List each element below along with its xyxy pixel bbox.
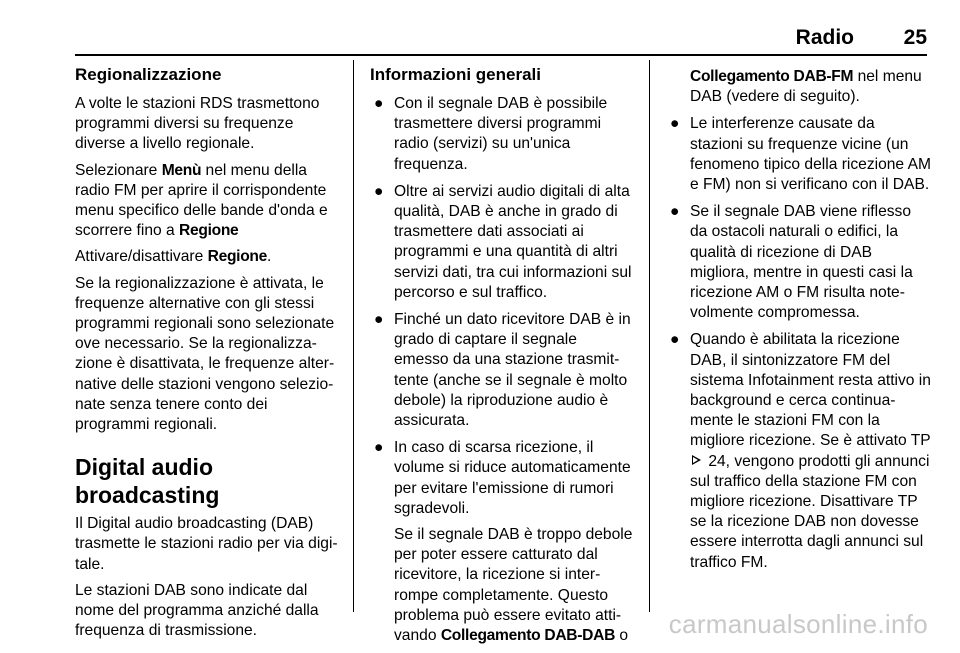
watermark: carmanualsonline.info bbox=[668, 609, 928, 639]
bullet-icon: ● bbox=[374, 311, 384, 329]
bullet-icon: ● bbox=[374, 439, 384, 457]
page-number: 25 bbox=[903, 26, 927, 49]
page-title: Radio bbox=[795, 26, 854, 49]
column-divider-2 bbox=[649, 60, 650, 612]
bullet-icon: ● bbox=[374, 95, 384, 112]
menu-term-regione: Regione bbox=[207, 248, 268, 266]
heading-informazioni-generali: Informazioni generali bbox=[370, 65, 541, 84]
heading-regionalizzazione: Regionalizzazione bbox=[75, 65, 222, 84]
column-2 bbox=[370, 64, 635, 653]
list-item-continuation: Collegamento DAB-FM nel menu DAB (vedere di seguito). bbox=[690, 68, 922, 106]
bullet-icon: ● bbox=[670, 115, 680, 133]
header-rule bbox=[75, 54, 927, 56]
list-item: ● Le interferenze causate da stazioni su frequenze vicine (un fenomeno tipico della ricezione AM e FM) non si verificano con il DAB. bbox=[670, 115, 931, 194]
paragraph: Il Digital audio broadcasting (DAB) trasmette le stazioni radio per via digitale. bbox=[75, 515, 338, 573]
list-item: ● Se il segnale DAB viene riflesso da ostacoli naturali o edifici, la qualità di ricezione di DAB migliora, mentre in questi casi la ricezione AM o FM risulta notevolmente compromessa. bbox=[670, 203, 913, 322]
paragraph: Attivare/disattivare Regione. bbox=[75, 248, 272, 266]
list-item: ● Oltre ai servizi audio digitali di alta qualità, DAB è anche in grado di trasmettere dati associati ai programmi e una quantità di altri servizi dati, tra cui informazioni sul percorso e sul traffico. bbox=[374, 182, 632, 301]
column-divider-1 bbox=[353, 60, 354, 612]
list-item: ● Quando è abilitata la ricezione DAB, il sintonizzatore FM del sistema Infotainment resta attivo in background e cerca continuamente le stazioni FM con la migliore ricezione. Se è attivato TP 24, vengono prodotti gli annunci sul traffico della stazione FM con migliore ricezione. Disattivare TP se la ricezione DAB non dovesse essere interrotta dagli annunci sul traffico FM. bbox=[670, 331, 931, 571]
paragraph: Le stazioni DAB sono indicate dal nome del programma anziché dalla frequenza di trasmissione. bbox=[75, 581, 319, 640]
list-item: ● In caso di scarsa ricezione, il volume si riduce automaticamente per evitare l'emissione di rumori sgradevoli. Se il segnale DAB è troppo debole per poter essere catturato dal ricevitore, la ricezione si interrompe completamente. Questo problema può essere evitato attivando Collegamento DAB-DAB o bbox=[374, 439, 633, 645]
paragraph: Se la regionalizzazione è attivata, le frequenze alternative con gli stessi programmi regionali sono selezionate ove necessario. Se la regionalizzazione è disattivata, le frequenze alternative delle stazioni vengono selezionate senza tenere conto dei programmi regionali. bbox=[75, 274, 335, 434]
list-item: ● Finché un dato ricevitore DAB è in grado di captare il segnale emesso da una stazione trasmittente (anche se il segnale è molto debole) la riproduzione audio è assicurata. bbox=[374, 311, 631, 430]
list-item: ● Con il segnale DAB è possibile trasmettere diversi programmi radio (servizi) su un'unica frequenza. bbox=[374, 95, 608, 173]
page-header bbox=[75, 26, 927, 56]
paragraph: Selezionare Menù nel menu della radio FM per aprire il corrispondente menu specifico delle bande d'onda e scorrere fino a Regione bbox=[75, 161, 328, 240]
menu-term-menu: Menù bbox=[161, 161, 202, 179]
paragraph: A volte le stazioni RDS trasmettono programmi diversi su frequenze diverse a livello regionale. bbox=[75, 95, 320, 153]
menu-term-dab-fm: Collegamento DAB-FM bbox=[690, 68, 854, 85]
column-3 bbox=[666, 67, 931, 580]
menu-term-regione: Regione bbox=[179, 222, 239, 240]
column-1 bbox=[75, 64, 343, 647]
page-reference-arrow-icon[interactable] bbox=[692, 455, 701, 465]
section-heading-dab: Digital audio broadcasting bbox=[75, 454, 220, 509]
bullet-icon: ● bbox=[374, 182, 384, 200]
menu-term-dab-dab: Collegamento DAB-DAB bbox=[440, 627, 616, 645]
bullet-icon: ● bbox=[670, 203, 680, 221]
bullet-icon: ● bbox=[670, 331, 680, 349]
